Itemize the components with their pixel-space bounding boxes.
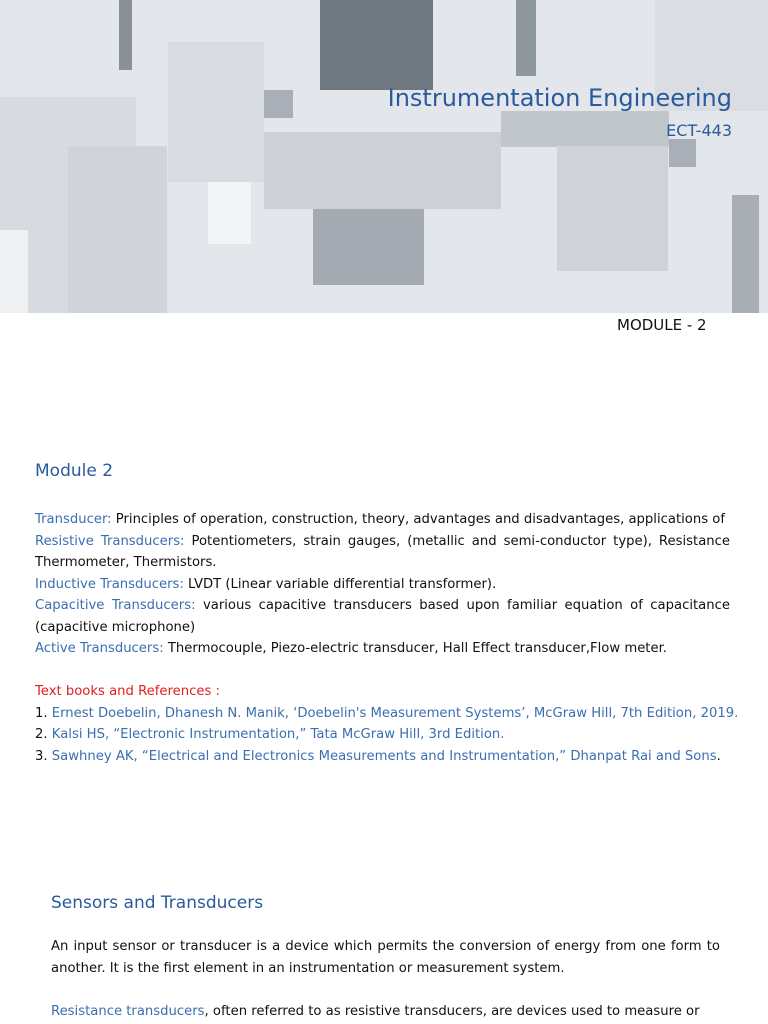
topic-resistive <box>35 531 730 574</box>
topic-text: Thermocouple, Piezo-electric transducer, Hall Effect transducer,Flow meter. <box>163 641 667 656</box>
resistance-text: , often referred to as resistive transducers, are devices used to measure or <box>204 1004 700 1019</box>
decor-block <box>264 132 501 209</box>
decor-block <box>557 146 668 271</box>
topic-label: Resistive Transducers: <box>35 533 185 549</box>
reference-item: 1. Ernest Doebelin, Dhanesh N. Manik, ‘Doebelin's Measurement Systems’, McGraw Hill, 7th Edition, 2019. <box>35 705 739 721</box>
topic-active <box>35 638 730 660</box>
decor-block <box>320 0 433 90</box>
decor-block <box>669 139 696 167</box>
topic-label: Inductive Transducers: <box>35 576 184 592</box>
topic-text: Principles of operation, construction, theory, advantages and disadvantages, applications of <box>111 512 725 527</box>
reference-text: Kalsi HS, “Electronic Instrumentation,” Tata McGraw Hill, 3rd Edition. <box>47 727 505 742</box>
references-title: Text books and References : <box>35 684 220 699</box>
sensors-paragraph: An input sensor or transducer is a device which permits the conversion of energy from one form to another. It is the first element in an instrumentation or measurement system. <box>51 939 720 976</box>
module-topics <box>35 509 730 660</box>
module-heading: Module 2 <box>35 461 114 481</box>
decor-block <box>119 0 132 70</box>
module-label: MODULE - 2 <box>617 316 707 334</box>
reference-item: 3. Sawhney AK, “Electrical and Electronics Measurements and Instrumentation,” Dhanpat Rai and Sons. <box>35 748 721 764</box>
reference-text: Ernest Doebelin, Dhanesh N. Manik, ‘Doebelin's Measurement Systems’, McGraw Hill, 7th Edition, 2019. <box>47 705 739 721</box>
decor-block <box>208 182 251 244</box>
decor-block <box>501 111 669 147</box>
topic-text: LVDT (Linear variable differential transformer). <box>183 576 497 592</box>
topic-inductive <box>35 574 730 596</box>
topic-label: Active Transducers: <box>35 641 164 656</box>
resistance-paragraph <box>51 1001 720 1023</box>
sensors-heading: Sensors and Transducers <box>51 893 264 913</box>
decor-block <box>68 146 167 313</box>
reference-text: Sawhney AK, “Electrical and Electronics Measurements and Instrumentation,” Dhanpat Rai and Sons <box>47 748 717 764</box>
course-code: ECT-443 <box>666 121 732 140</box>
decor-block <box>516 0 536 76</box>
topic-text: Potentiometers, strain gauges, (metallic and semi-conductor type), Resistance Thermometer, Thermistors. <box>35 533 730 570</box>
reference-item: 2. Kalsi HS, “Electronic Instrumentation,” Tata McGraw Hill, 3rd Edition. <box>35 727 505 742</box>
topic-capacitive <box>35 595 730 638</box>
decor-block <box>264 90 293 118</box>
decor-block <box>168 42 264 182</box>
topic-label: Capacitive Transducers: <box>35 598 196 613</box>
topic-text: various capacitive transducers based upon familiar equation of capacitance (capacitive microphone) <box>35 598 730 635</box>
resistance-label: Resistance transducers <box>51 1004 205 1019</box>
topic-label: Transducer: <box>35 512 112 527</box>
topic-transducer <box>35 509 730 531</box>
document-title: Instrumentation Engineering <box>387 84 732 112</box>
decor-block <box>0 230 28 313</box>
decor-block <box>732 195 759 313</box>
header-banner <box>0 0 768 313</box>
decor-block <box>313 209 424 285</box>
references-block <box>35 681 739 767</box>
